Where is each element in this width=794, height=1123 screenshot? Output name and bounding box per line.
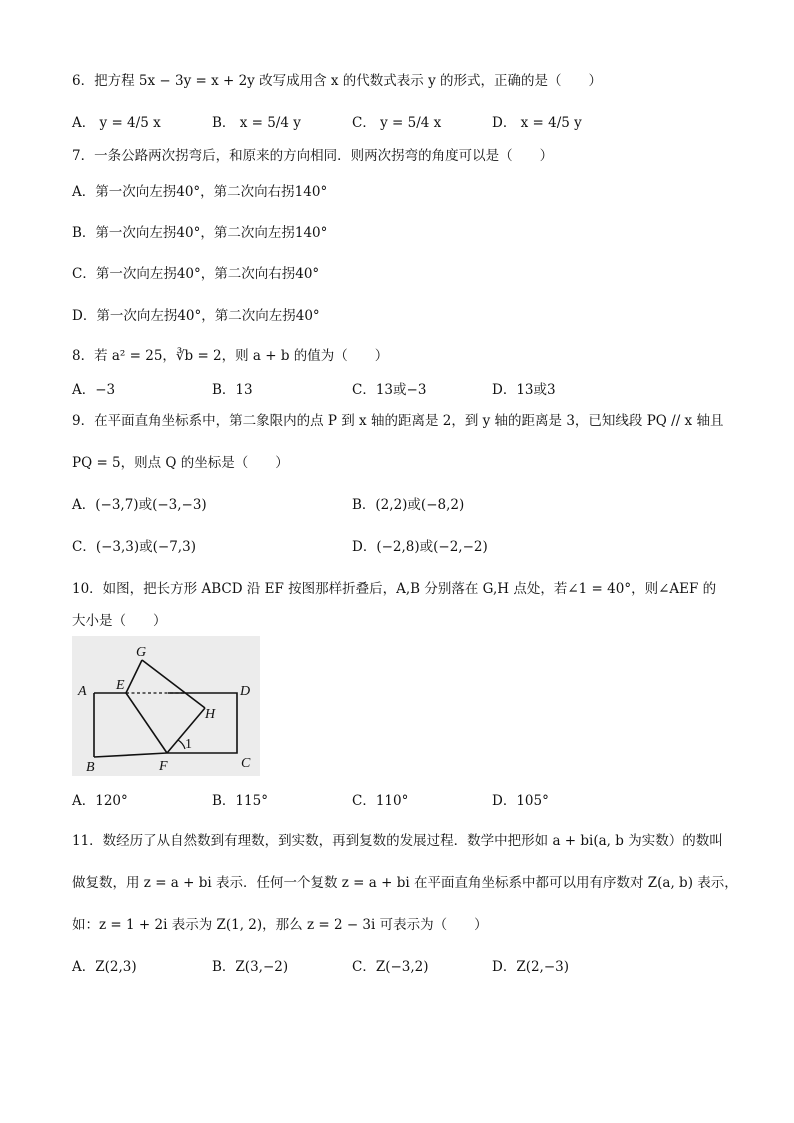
label-b: B (86, 760, 95, 775)
q7-stem: 7．一条公路两次拐弯后，和原来的方向相同．则两次拐弯的角度可以是（ ） (72, 148, 554, 164)
q6-option-c[interactable]: C． y = 5/4 x (352, 115, 442, 131)
angle-one-arc (178, 740, 185, 749)
q11-option-a[interactable]: A．Z(2,3) (72, 959, 137, 975)
q11-stem-line1: 11．数经历了从自然数到有理数，到实数，再到复数的发展过程．数学中把形如 a + bi(a, b 为实数）的数叫 (72, 833, 723, 849)
q11-option-b[interactable]: B．Z(3,−2) (212, 959, 289, 975)
folded-edge-gh (142, 660, 205, 708)
q10-option-a[interactable]: A．120° (72, 793, 128, 809)
q9-option-a[interactable]: A．(−3,7)或(−3,−3) (72, 497, 207, 513)
folded-rectangle-figure (72, 636, 260, 776)
label-f: F (159, 759, 168, 774)
q7-option-b[interactable]: B．第一次向左拐40°，第二次向左拐140° (72, 225, 328, 241)
label-c: C (241, 756, 251, 771)
q7-option-d[interactable]: D．第一次向左拐40°，第二次向左拐40° (72, 308, 320, 324)
q6-option-d[interactable]: D． x = 4/5 y (492, 115, 582, 131)
q10-option-d[interactable]: D．105° (492, 793, 549, 809)
q8-option-c[interactable]: C．13或−3 (352, 382, 427, 398)
label-d: D (240, 684, 251, 699)
label-h: H (205, 707, 216, 722)
q8-option-a[interactable]: A．−3 (72, 382, 116, 398)
q9-stem-line2: PQ = 5，则点 Q 的坐标是（ ） (72, 455, 289, 471)
fold-line-ef (126, 693, 167, 753)
q11-option-c[interactable]: C．Z(−3,2) (352, 959, 429, 975)
q11-stem-line3: 如：z = 1 + 2i 表示为 Z(1, 2)，那么 z = 2 − 3i 可表示为（ ） (72, 917, 488, 933)
q6-option-b[interactable]: B． x = 5/4 y (212, 115, 301, 131)
label-angle-1: 1 (185, 737, 192, 752)
q8-option-d[interactable]: D．13或3 (492, 382, 556, 398)
q9-option-b[interactable]: B．(2,2)或(−8,2) (352, 497, 465, 513)
q9-stem-line1: 9．在平面直角坐标系中，第二象限内的点 P 到 x 轴的距离是 2，到 y 轴的距离是 3，已知线段 PQ // x 轴且 (72, 413, 724, 429)
q10-option-b[interactable]: B．115° (212, 793, 268, 809)
rect-bottom-left-edge (94, 753, 167, 757)
q10-option-c[interactable]: C．110° (352, 793, 409, 809)
q9-option-c[interactable]: C．(−3,3)或(−7,3) (72, 539, 196, 555)
q11-option-d[interactable]: D．Z(2,−3) (492, 959, 570, 975)
label-g: G (136, 645, 147, 660)
label-e: E (116, 678, 125, 693)
q7-option-a[interactable]: A．第一次向左拐40°，第二次向右拐140° (72, 184, 328, 200)
q8-stem: 8．若 a² = 25，∛b = 2，则 a + b 的值为（ ） (72, 348, 389, 364)
q6-stem: 6．把方程 5x − 3y = x + 2y 改写成用含 x 的代数式表示 y 的形式，正确的是（ ） (72, 73, 603, 89)
q11-stem-line2: 做复数，用 z = a + bi 表示．任何一个复数 z = a + bi 在平面直角坐标系中都可以用有序数对 Z(a, b) 表示， (72, 875, 738, 891)
q7-option-c[interactable]: C．第一次向左拐40°，第二次向右拐40° (72, 266, 320, 282)
rect-top-right-edges (167, 693, 237, 753)
q10-stem-line1: 10．如图，把长方形 ABCD 沿 EF 按图那样折叠后，A,B 分别落在 G,H 点处，若∠1 = 40°，则∠AEF 的 (72, 581, 717, 597)
q10-stem-line2: 大小是（ ） (72, 613, 167, 629)
q9-option-d[interactable]: D．(−2,8)或(−2,−2) (352, 539, 488, 555)
q6-option-a[interactable]: A． y = 4/5 x (72, 115, 161, 131)
label-a: A (78, 684, 87, 699)
q8-option-b[interactable]: B．13 (212, 382, 253, 398)
folded-edge-eg (126, 660, 142, 693)
